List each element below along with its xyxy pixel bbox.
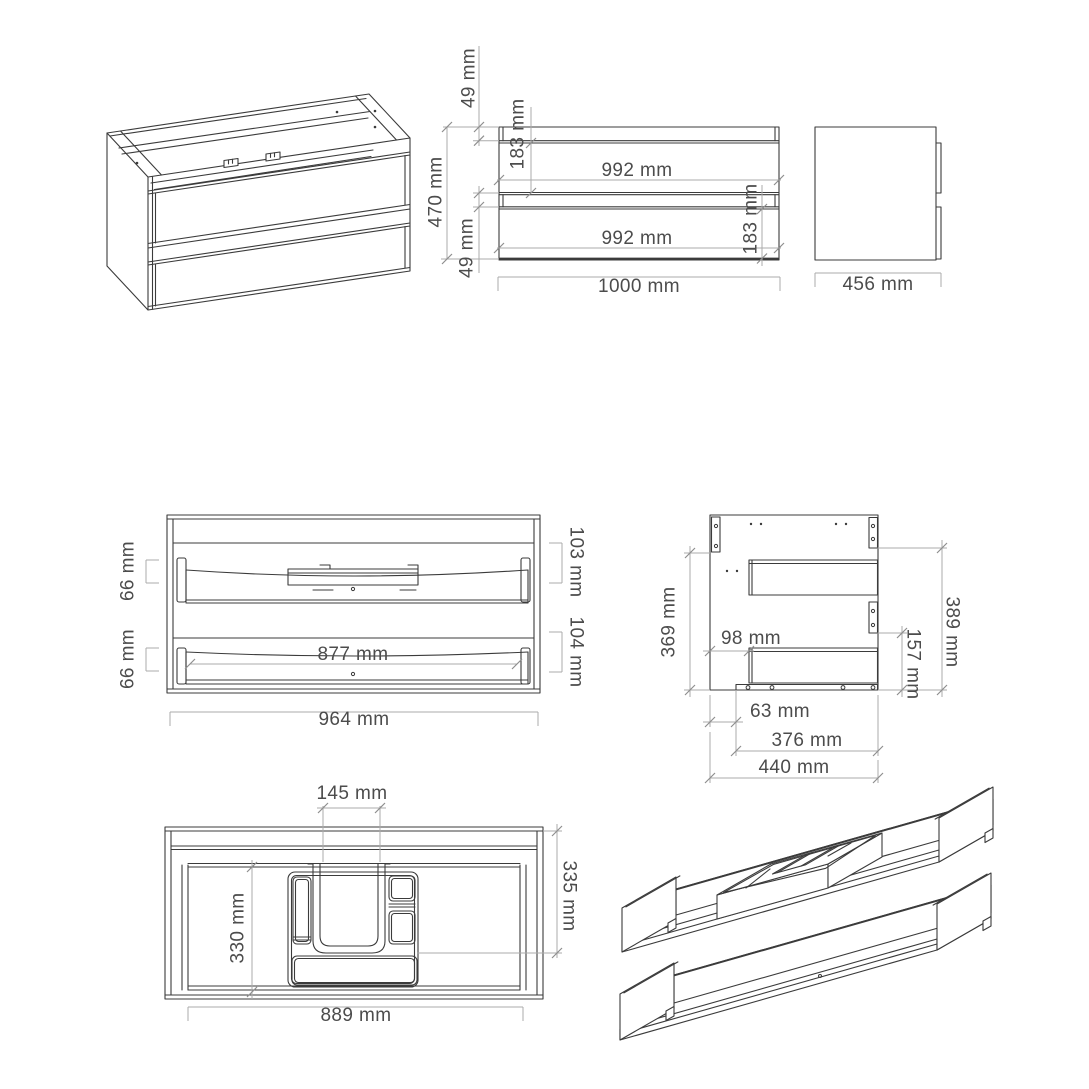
dim-open-drawer-width: 877 mm <box>317 644 389 665</box>
front-open-view <box>118 515 587 730</box>
dim-section-rail-length: 376 mm <box>771 730 843 751</box>
dim-front-height-bottom-drawer: 183 mm <box>740 183 762 255</box>
wall-bracket <box>712 517 721 552</box>
side-view <box>815 127 941 295</box>
side-section-outline <box>710 515 878 690</box>
side-view-outline <box>815 127 941 260</box>
dim-section-bottom-inset: 63 mm <box>749 701 811 722</box>
dim-open-gap-top: 103 mm <box>565 526 587 598</box>
dim-front-width: 1000 mm <box>597 276 681 297</box>
dim-open-side-bottom: 66 mm <box>117 628 139 690</box>
dim-front-mid-rail: 49 mm <box>456 217 478 279</box>
top-view-outline <box>165 827 543 999</box>
dim-front-top-rail: 49 mm <box>458 47 480 109</box>
dim-section-bracket-height: 157 mm <box>902 628 924 700</box>
dim-front-width-top-drawer: 992 mm <box>601 160 673 181</box>
tray-compartment <box>389 911 415 944</box>
sink-clip-bracket <box>224 159 238 168</box>
dim-side-depth: 456 mm <box>842 274 914 295</box>
siphon-tray <box>288 872 418 987</box>
top-view <box>165 783 579 1026</box>
dim-top-drawer-width: 889 mm <box>320 1005 392 1026</box>
bottom-strip <box>736 685 878 691</box>
drawer-end-wall <box>937 873 991 950</box>
dim-front-height-top-drawer: 183 mm <box>507 98 529 170</box>
wall-bracket <box>869 602 878 633</box>
tray-compartment <box>292 956 417 985</box>
drawers-isometric-view <box>620 787 993 1040</box>
side-section-view <box>659 515 963 783</box>
dim-top-drawer-depth: 330 mm <box>227 892 249 964</box>
cabinet-isometric-view <box>107 94 410 310</box>
wall-bracket <box>869 518 878 549</box>
dim-section-inner-height: 369 mm <box>658 586 680 658</box>
siphon-cover-plate <box>288 569 418 585</box>
dim-top-inner-depth: 335 mm <box>558 860 580 932</box>
dim-front-height: 470 mm <box>425 156 447 228</box>
dim-section-front-inset: 98 mm <box>720 628 782 649</box>
drawer-end-wall <box>939 787 993 862</box>
front-view <box>426 46 784 297</box>
dim-open-gap-bottom: 104 mm <box>565 616 587 688</box>
dim-section-back-height: 389 mm <box>941 596 963 668</box>
drawer-rail-top <box>749 560 878 595</box>
dim-section-depth: 440 mm <box>758 757 830 778</box>
sink-clip-bracket <box>266 152 280 161</box>
drawer-rail-bottom <box>749 648 878 683</box>
dim-top-cutout-width: 145 mm <box>316 783 388 804</box>
dim-open-side-top: 66 mm <box>117 540 139 602</box>
dim-open-inner-width: 964 mm <box>318 709 390 730</box>
tray-compartment <box>389 876 415 901</box>
front-open-outline <box>167 515 540 693</box>
dim-front-width-bottom-drawer: 992 mm <box>601 228 673 249</box>
